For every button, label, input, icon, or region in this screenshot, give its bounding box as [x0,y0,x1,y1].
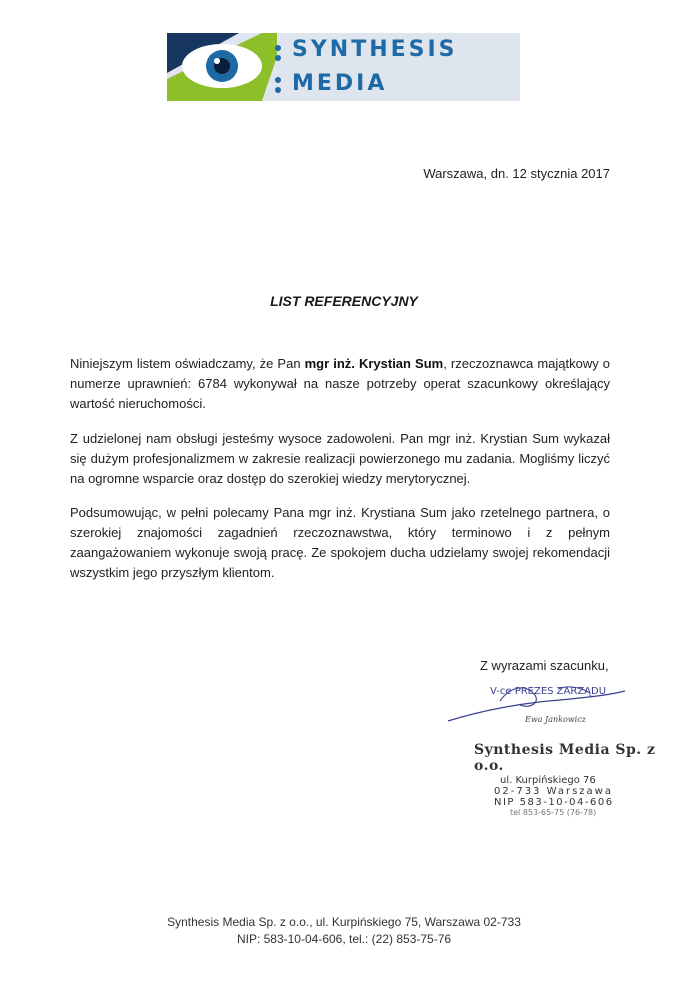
letter-title: LIST REFERENCYJNY [270,293,418,309]
stamp-street: ul. Kurpińskiego 76 [500,775,596,786]
logo-dot-icon [275,77,281,83]
logo-dot-icon [275,87,281,93]
logo-dot-icon [275,55,281,61]
person-name: mgr inż. Krystian Sum [304,356,444,371]
company-logo [167,33,520,101]
stamp-company: Synthesis Media Sp. z o.o. [474,742,656,774]
paragraph-3: Podsumowując, w pełni polecamy Pana mgr inż. Krystiana Sum jako rzetelnego partnera, o szerokiej znajomości zagadnień rzeczoznawstwa, który terminowo i z pełnym zaangażowaniem wykonuje swoją pracę. Ze spokojem ducha udzielamy swojej rekomendacji wszystkim jego przyszłym klientom. [70,505,610,580]
handwritten-signature [440,675,630,737]
paragraph-1-end: , rzeczoznawca majątkowy o numerze uprawnień: 6784 wykonywał na nasze potrzeby operat szacunkowy określający wartość nieruchomości. [70,356,611,411]
stamp-city: 02-733 Warszawa [494,786,613,797]
signature-name: Ewa Jankowicz [525,715,586,724]
closing-text: Z wyrazami szacunku, [480,658,609,673]
company-stamp [474,742,688,817]
paragraph-1 [70,354,610,414]
logo-text-synthesis: SYNTHESIS [292,37,458,62]
stamp-tel: tel 853-65-75 (76-78) [510,808,597,817]
logo-text-media: MEDIA [292,71,388,96]
footer-address: Synthesis Media Sp. z o.o., ul. Kurpińskiego 75, Warszawa 02-733 [167,915,521,929]
logo-dot-icon [275,45,281,51]
signature-block [440,675,630,742]
paragraph-2: Z udzielonej nam obsługi jesteśmy wysoce zadowoleni. Pan mgr inż. Krystian Sum wykazał się dużym profesjonalizmem w zakresie realizacji powierzonego mu zadania. Mogliśmy liczyć na ogromne wsparcie oraz dostęp do szerokiej wiedzy merytorycznej. [70,431,610,486]
paragraph-1-start: Niniejszym listem oświadczamy, że Pan [70,356,305,371]
signature-role: V-ce PREZES ZARZĄDU [490,686,607,697]
stamp-nip: NIP 583-10-04-606 [494,797,614,808]
footer-contact: NIP: 583-10-04-606, tel.: (22) 853-75-76 [236,932,452,946]
letter-date: Warszawa, dn. 12 stycznia 2017 [423,166,610,181]
